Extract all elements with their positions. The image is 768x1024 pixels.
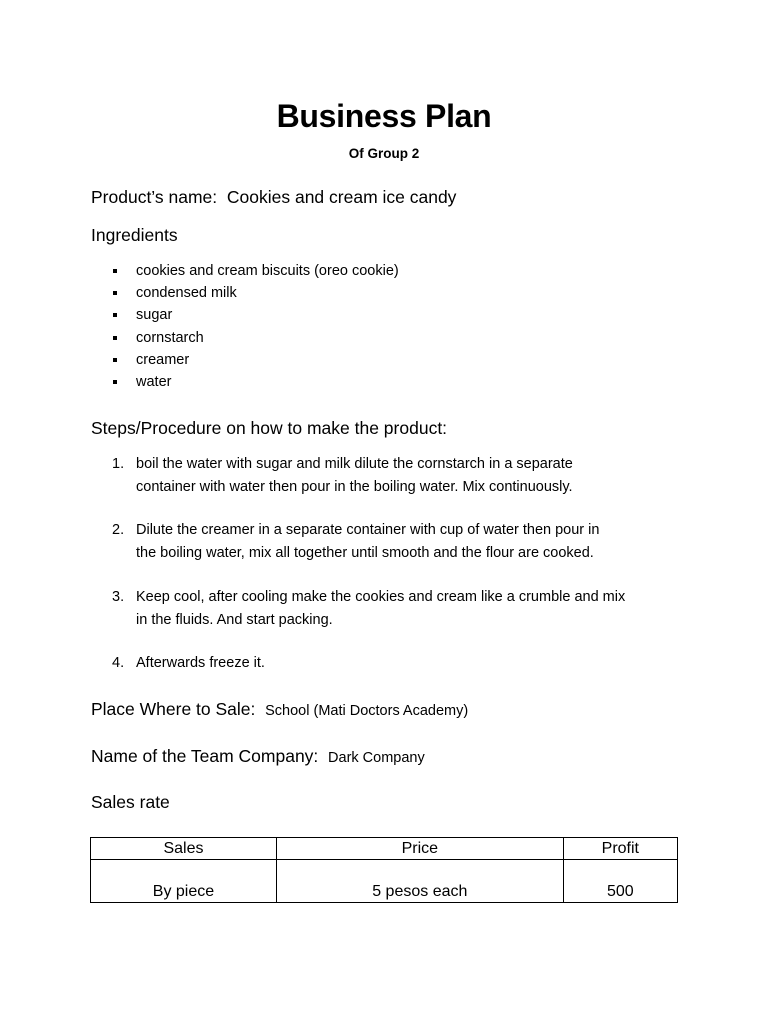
step-text-line: the boiling water, mix all together until smooth and the flour are cooked.	[136, 544, 594, 561]
product-name-label: Product’s name:	[91, 187, 218, 207]
bullet-icon	[113, 269, 117, 273]
step-item	[112, 453, 712, 498]
ingredient-item: condensed milk	[91, 284, 399, 306]
place-label: Place Where to Sale:	[91, 699, 256, 719]
bullet-icon	[113, 336, 117, 340]
step-number: 3.	[112, 589, 125, 605]
table-header-cell: Sales	[91, 838, 277, 860]
bullet-icon	[113, 358, 117, 362]
place-value: School (Mati Doctors Academy)	[265, 703, 469, 719]
team-value: Dark Company	[328, 750, 425, 766]
step-text-line: container with water then pour in the boiling water. Mix continuously.	[136, 478, 573, 495]
step-text-line: Afterwards freeze it.	[136, 655, 265, 671]
step-number: 1.	[112, 456, 125, 472]
bullet-icon	[113, 291, 117, 295]
ingredients-list	[91, 262, 399, 395]
ingredient-item: water	[91, 373, 399, 395]
step-item	[112, 519, 712, 564]
ingredient-item: cookies and cream biscuits (oreo cookie)	[91, 262, 399, 284]
product-name-line	[91, 187, 456, 208]
ingredient-item: sugar	[91, 306, 399, 328]
document-title: Business Plan	[276, 98, 492, 134]
sales-heading: Sales rate	[91, 792, 170, 812]
step-text-line: in the fluids. And start packing.	[136, 611, 333, 628]
team-label: Name of the Team Company:	[91, 746, 319, 766]
table-cell: 5 pesos each	[276, 860, 563, 903]
sales-table	[90, 837, 678, 903]
step-item	[112, 652, 712, 675]
step-item	[112, 586, 712, 631]
ingredient-item: creamer	[91, 351, 399, 373]
table-header-cell: Profit	[563, 838, 677, 860]
step-number: 4.	[112, 655, 125, 671]
bullet-icon	[113, 380, 117, 384]
step-text-line: Keep cool, after cooling make the cookies and cream like a crumble and mix	[136, 589, 626, 605]
table-cell: 500	[563, 860, 677, 903]
table-cell: By piece	[91, 860, 277, 903]
product-name-value: Cookies and cream ice candy	[226, 187, 457, 207]
team-line	[91, 746, 425, 767]
document-subtitle: Of Group 2	[348, 146, 420, 161]
ingredient-item: cornstarch	[91, 329, 399, 351]
steps-heading: Steps/Procedure on how to make the product:	[91, 418, 448, 438]
table-header-row	[91, 838, 678, 860]
step-text-line: boil the water with sugar and milk dilute the cornstarch in a separate	[136, 456, 573, 472]
table-header-cell: Price	[276, 838, 563, 860]
step-text-line: Dilute the creamer in a separate container with cup of water then pour in	[136, 522, 600, 538]
table-row	[91, 860, 678, 903]
bullet-icon	[113, 313, 117, 317]
place-line	[91, 699, 468, 720]
ingredients-heading: Ingredients	[91, 225, 178, 245]
step-number: 2.	[112, 522, 125, 538]
